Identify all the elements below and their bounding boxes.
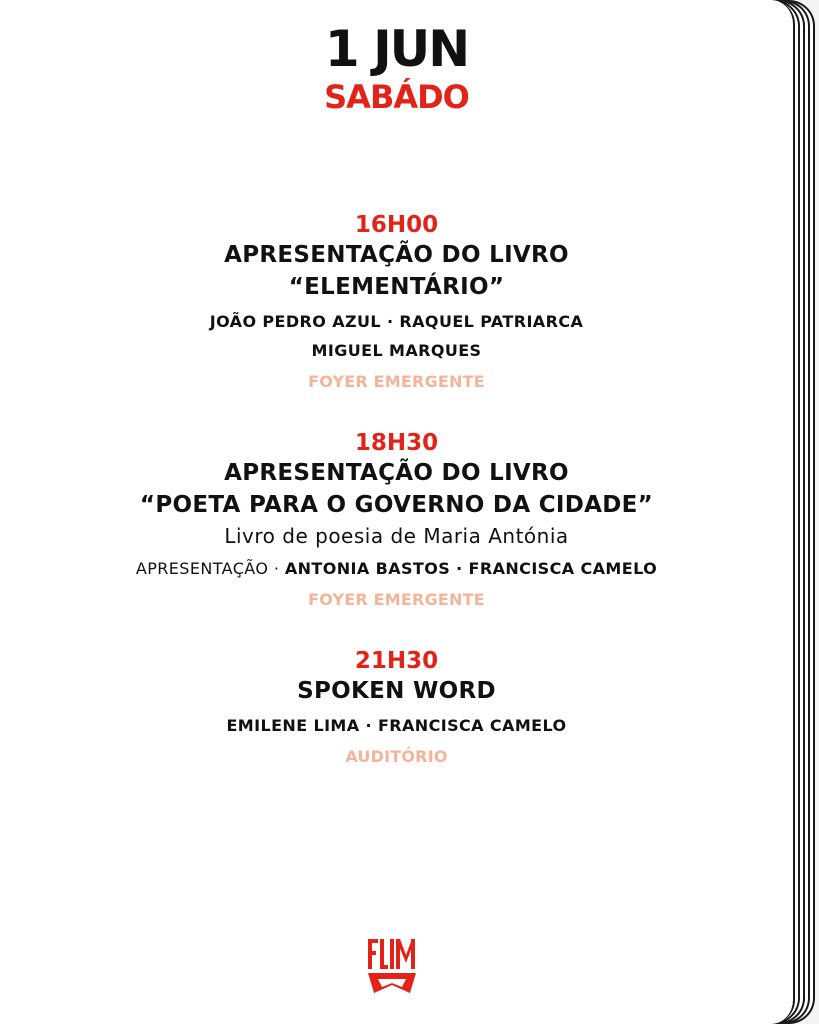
event-venue: FOYER EMERGENTE bbox=[308, 372, 485, 391]
event-3 bbox=[0, 647, 793, 770]
event-subtitle: Livro de poesia de Maria Antónia bbox=[224, 524, 569, 548]
event-title-line1: SPOKEN WORD bbox=[297, 678, 496, 704]
event-people-names: ANTONIA BASTOS · FRANCISCA CAMELO bbox=[284, 559, 658, 578]
weekday-heading: SABÁDO bbox=[324, 78, 469, 116]
date-heading: 1 JUN bbox=[324, 20, 469, 78]
event-title-line2: “ELEMENTÁRIO” bbox=[288, 274, 505, 300]
event-people-prefix: APRESENTAÇÃO · bbox=[135, 559, 285, 578]
event-time: 21H30 bbox=[354, 648, 439, 674]
event-time: 18H30 bbox=[354, 430, 439, 456]
event-title-line1: APRESENTAÇÃO DO LIVRO bbox=[224, 242, 569, 268]
event-people bbox=[0, 554, 793, 583]
event-people-line1: EMILENE LIMA · FRANCISCA CAMELO bbox=[226, 716, 567, 735]
event-title-line2: “POETA PARA O GOVERNO DA CIDADE” bbox=[139, 492, 654, 518]
event-people-line2: MIGUEL MARQUES bbox=[311, 341, 482, 360]
event-people-line1: JOÃO PEDRO AZUL · RAQUEL PATRIARCA bbox=[209, 312, 584, 331]
event-venue: FOYER EMERGENTE bbox=[308, 590, 485, 609]
event-1 bbox=[0, 211, 793, 395]
event-2 bbox=[0, 429, 793, 613]
event-title-line1: APRESENTAÇÃO DO LIVRO bbox=[224, 460, 569, 486]
event-time: 16H00 bbox=[354, 212, 439, 238]
event-venue: AUDITÓRIO bbox=[345, 747, 448, 766]
flim-logo-icon bbox=[366, 933, 418, 997]
